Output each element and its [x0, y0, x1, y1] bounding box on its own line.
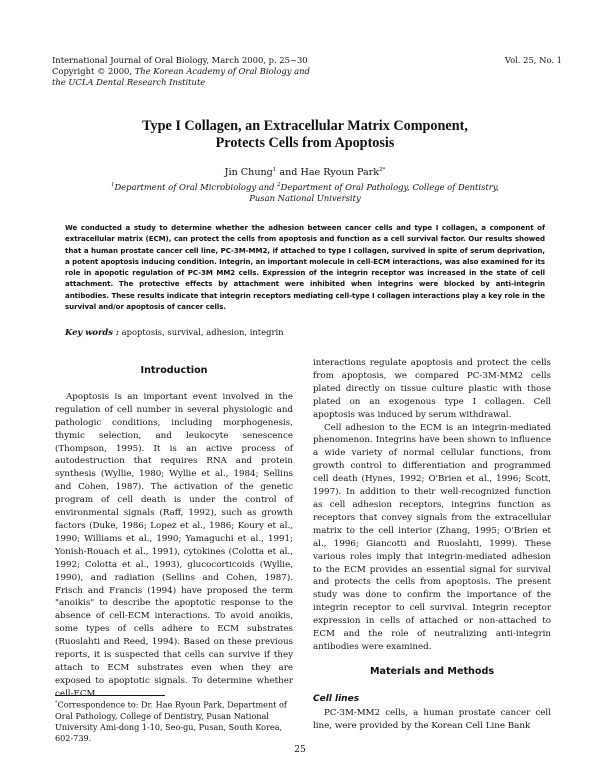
keywords: [65, 327, 545, 337]
footnote-divider: [55, 695, 165, 696]
author-1: Jin Chung: [224, 167, 273, 179]
correspondence-footnote: *Correspondence to: Dr. Hae Ryoun Park, Department of Oral Pathology, College of Dentistry, Pusan National University Ami-dong 1-10, Seo-gu, Pusan, South Korea, 602-739.: [55, 699, 287, 743]
article-title: [52, 118, 558, 151]
title-line-1: Type I Collagen, an Extracellular Matrix Component,: [142, 118, 468, 134]
university-line: Pusan National University: [249, 192, 361, 203]
title-line-2: Protects Cells from Apoptosis: [215, 134, 395, 151]
cell-lines-heading: Cell lines: [313, 693, 360, 704]
volume-label: Vol. 25, No. 1: [504, 55, 562, 65]
cell-lines-paragraph: PC-3M-MM2 cells, a human prostate cancer cell line, were provided by the Korean Cell Line Bank: [313, 707, 551, 731]
left-column: [55, 356, 293, 701]
keywords-text: apoptosis, survival, adhesion, integrin: [119, 327, 284, 337]
copyright-line: Copyright © 2000, The Korean Academy of Oral Biology and: [52, 66, 310, 76]
intro-paragraph-1-continued: interactions regulate apoptosis and protect the cells from apoptosis, we compared PC-3M-MM2 cells plated directly on tissue culture plastic with those plated on an exogenous type I collagen. Cell apoptosis was induced by serum withdrawal.: [313, 358, 551, 420]
author-2: and Hae Ryoun Park: [276, 167, 380, 179]
page-number: 25: [294, 745, 306, 755]
methods-heading: Materials and Methods: [369, 665, 495, 677]
affiliation-line: $^1$Department of Oral Microbiology and $^2$Department of Oral Pathology, College of Dentistry,: [110, 181, 500, 192]
intro-paragraph-1: Apoptosis is an important event involved in the regulation of cell number in several physiologic and pathologic conditions, including morphogenesis, thymic selection, and leukocyte senescence (Thompson, 1995). It is an active process of autodestruction that requires RNA and protein synthesis (Wyllie, 1980; Wyllie et al., 1984; Sellins and Cohen, 1987). The activation of the genetic program of cell death is under the control of environmental signals (Raff, 1992), such as growth factors (Duke, 1986; Lopez et al., 1986; Koury et al., 1990; Williams et al., 1990; Yamaguchi et al., 1991; Yonish-Rouach et al., 1991), cytokines (Colotta et al., 1992; Colotta et al., 1993), glucocorticoids (Wyllie, 1990), and radiation (Sellins and Cohen, 1987). Frisch and Francis (1994) have proposed the term "anoikis" to describe the apoptotic response to the absence of cell-ECM interactions. To avoid anoikis, some types of cells adhere to ECM substrates (Ruoslahti and Reed, 1994). Based on these previous reports, it is suspected that cells can survive if they attach to ECM substrates even when they are exposed to apoptotic signals. To determine whether cell-ECM: [55, 391, 293, 699]
copyright-line-2: the UCLA Dental Research Institute: [52, 77, 206, 87]
author-list: Jin Chung$^1$ and Hae Ryoun Park$^{2*}$: [224, 167, 386, 179]
journal-citation: International Journal of Oral Biology, March 2000, p. 25~30: [52, 55, 308, 65]
affiliations: [52, 180, 558, 204]
introduction-heading: Introduction: [140, 365, 208, 376]
journal-header: [52, 55, 310, 88]
right-column: [313, 357, 551, 732]
intro-paragraph-2: Cell adhesion to the ECM is an integrin-mediated phenomenon. Integrins have been shown to influence a wide variety of normal cellular functions, from growth control to differentiation and programmed cell death (Hynes, 1992; O'Brien et al., 1996; Scott, 1997). In addition to their well-recognized function as cell adhesion receptors, integrins function as receptors that convey signals from the extracellular matrix to the cell interior (Zhang, 1995; O'Brien et al., 1996; Giancotti and Ruoslahti, 1999). These various roles imply that integrin-mediated adhesion to the ECM provides an essential signal for survival and protects the cells from apoptosis. The present study was done to confirm the importance of the integrin receptor to cell survival. Integrin receptor expression in cells of attached or non-attached to ECM and the role of neutralizing anti-integrin antibodies were examined.: [313, 422, 551, 652]
abstract: We conducted a study to determine whether the adhesion between cancer cells and type I collagen, a component of extracellular matrix (ECM), can protect the cells from apoptosis and function as a cell survival factor. Our results showed that a human prostate cancer cell line, PC-3M-MM2, if attached to type I collagen, survived in spite of serum deprivation, a potent apoptosis inducing condition. Integrin, an important molecule in cell-ECM interactions, was also examined for its role in apopotic regulation of PC-3M MM2 cells. Expression of the integrin receptor was increased in the state of cell attachment. The protective effects by attachment were inhibited when integrins were blocked by anti-integrin antibodies. These results indicate that integrin receptors mediating cell-type I collagen interactions play a key role in the survival and/or apoptosis of cancer cells.: [65, 223, 545, 312]
keywords-label: Key words :: [65, 327, 119, 337]
